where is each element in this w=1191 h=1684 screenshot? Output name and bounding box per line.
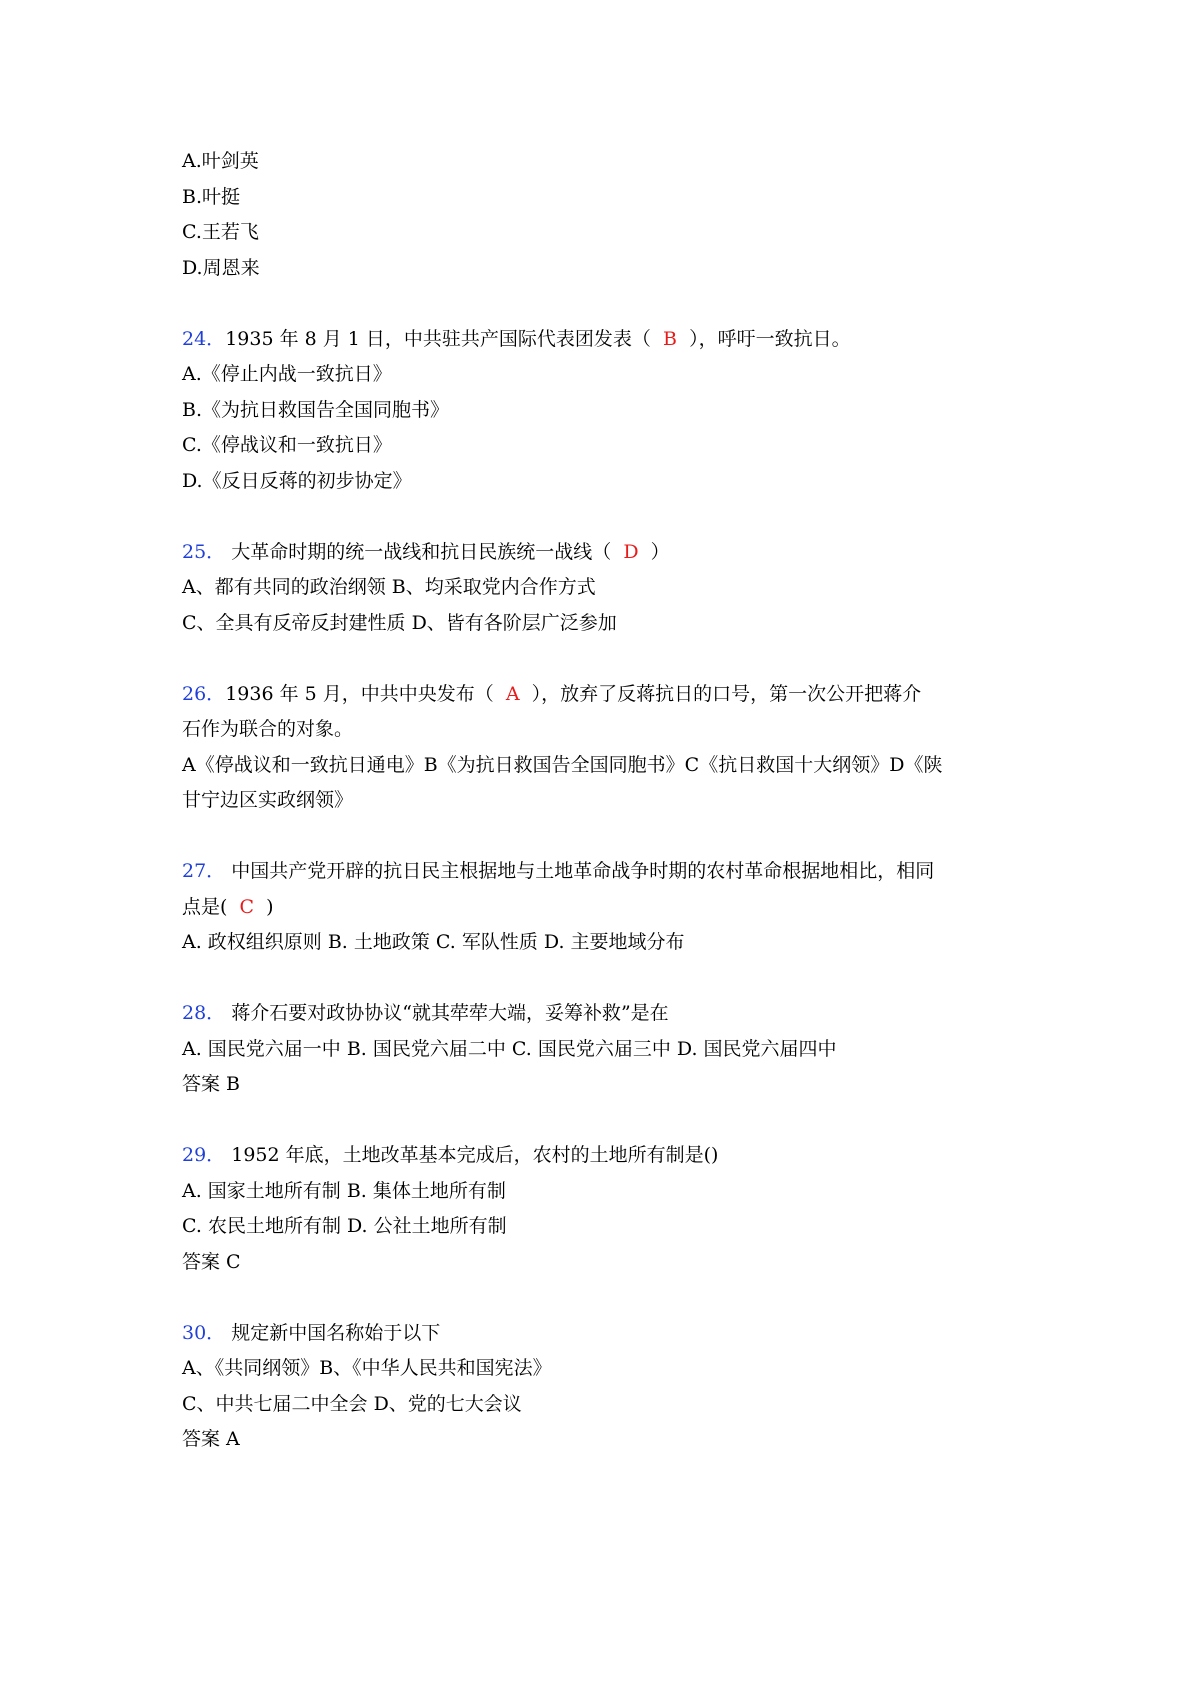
question-29-stem (182, 1138, 1022, 1174)
q28-answer: 答案 B (182, 1073, 241, 1095)
spacer (182, 961, 1022, 997)
q24-option-d: D.《反日反蒋的初步协定》 (182, 469, 412, 492)
answer-mark: D (623, 540, 639, 563)
spacer (182, 1280, 1022, 1316)
q29-options-line-1: A. 国家土地所有制 B. 集体土地所有制 (182, 1179, 506, 1202)
question-text: 点是( (182, 895, 228, 918)
question-number: 30． (182, 1321, 226, 1344)
q24-option-a: A.《停止内战一致抗日》 (182, 363, 392, 385)
question-text: ），呼吁一致抗日。 (689, 327, 851, 350)
answer-mark: A (505, 682, 520, 705)
spacer (182, 819, 1022, 855)
question-text: 大革命时期的统一战线和抗日民族统一战线（ (231, 540, 612, 563)
question-25-stem (182, 535, 1022, 571)
question-27-stem (182, 854, 1022, 890)
q27-stem-line-2 (182, 890, 1022, 926)
q24-option-c: C.《停战议和一致抗日》 (182, 434, 392, 456)
spacer (182, 499, 1022, 535)
question-number: 28． (182, 1002, 226, 1024)
question-text: ），放弃了反蒋抗日的口号，第一次公开把蒋介 (531, 682, 922, 705)
question-number: 24． (182, 327, 226, 350)
q23-option-a: A.叶剑英 (182, 150, 259, 172)
q27-options: A. 政权组织原则 B. 土地政策 C. 军队性质 D. 主要地域分布 (182, 931, 685, 953)
q30-options-line-2: C、中共七届二中全会 D、党的七大会议 (182, 1392, 522, 1415)
question-28-stem (182, 996, 1022, 1032)
answer-mark: C (239, 895, 255, 918)
q30-options-line-1: A、《共同纲领》B、《中华人民共和国宪法》 (182, 1357, 552, 1379)
question-text: ) (266, 895, 274, 918)
spacer (182, 641, 1022, 677)
question-number: 26． (182, 682, 226, 705)
question-number: 29． (182, 1144, 226, 1166)
q28-options: A. 国民党六届一中 B. 国民党六届二中 C. 国民党六届三中 D. 国民党六届四中 (182, 1037, 837, 1060)
q25-options-line-1: A、都有共同的政治纲领 B、均采取党内合作方式 (182, 576, 596, 598)
q23-option-d: D.周恩来 (182, 256, 260, 279)
question-number: 25． (182, 540, 226, 563)
answer-mark: B (663, 327, 677, 350)
question-text: 中国共产党开辟的抗日民主根据地与土地革命战争时期的农村革命根据地相比，相同 (231, 860, 935, 882)
question-26-stem (182, 677, 1022, 713)
q26-stem-line-2: 石作为联合的对象。 (182, 718, 354, 740)
q23-option-c: C.王若飞 (182, 221, 259, 243)
question-text: 1952 年底，土地改革基本完成后，农村的土地所有制是() (231, 1144, 719, 1166)
q29-answer: 答案 C (182, 1250, 241, 1273)
question-number: 27． (182, 860, 226, 882)
q29-options-line-2: C. 农民土地所有制 D. 公社土地所有制 (182, 1215, 507, 1237)
question-text: 1935 年 8 月 1 日，中共驻共产国际代表团发表（ (225, 327, 651, 350)
document-page (182, 144, 1022, 1458)
spacer (182, 1103, 1022, 1139)
spacer (182, 286, 1022, 322)
question-text: 蒋介石要对政协协议“就其荦荦大端，妥筹补救”是在 (231, 1002, 669, 1024)
question-text: 规定新中国名称始于以下 (231, 1321, 441, 1344)
q26-options-line-2: 甘宁边区实政纲领》 (182, 789, 354, 811)
q30-answer: 答案 A (182, 1428, 240, 1450)
q25-options-line-2: C、全具有反帝反封建性质 D、皆有各阶层广泛参加 (182, 611, 617, 634)
question-30-stem (182, 1316, 1022, 1352)
q23-option-b: B.叶挺 (182, 185, 241, 208)
q26-options-line-1: A《停战议和一致抗日通电》B《为抗日救国告全国同胞书》C《抗日救国十大纲领》D《陕 (182, 753, 943, 776)
q24-option-b: B.《为抗日救国告全国同胞书》 (182, 398, 450, 421)
question-24-stem (182, 322, 1022, 358)
question-text: ） (650, 540, 670, 563)
question-text: 1936 年 5 月，中共中央发布（ (225, 682, 494, 705)
